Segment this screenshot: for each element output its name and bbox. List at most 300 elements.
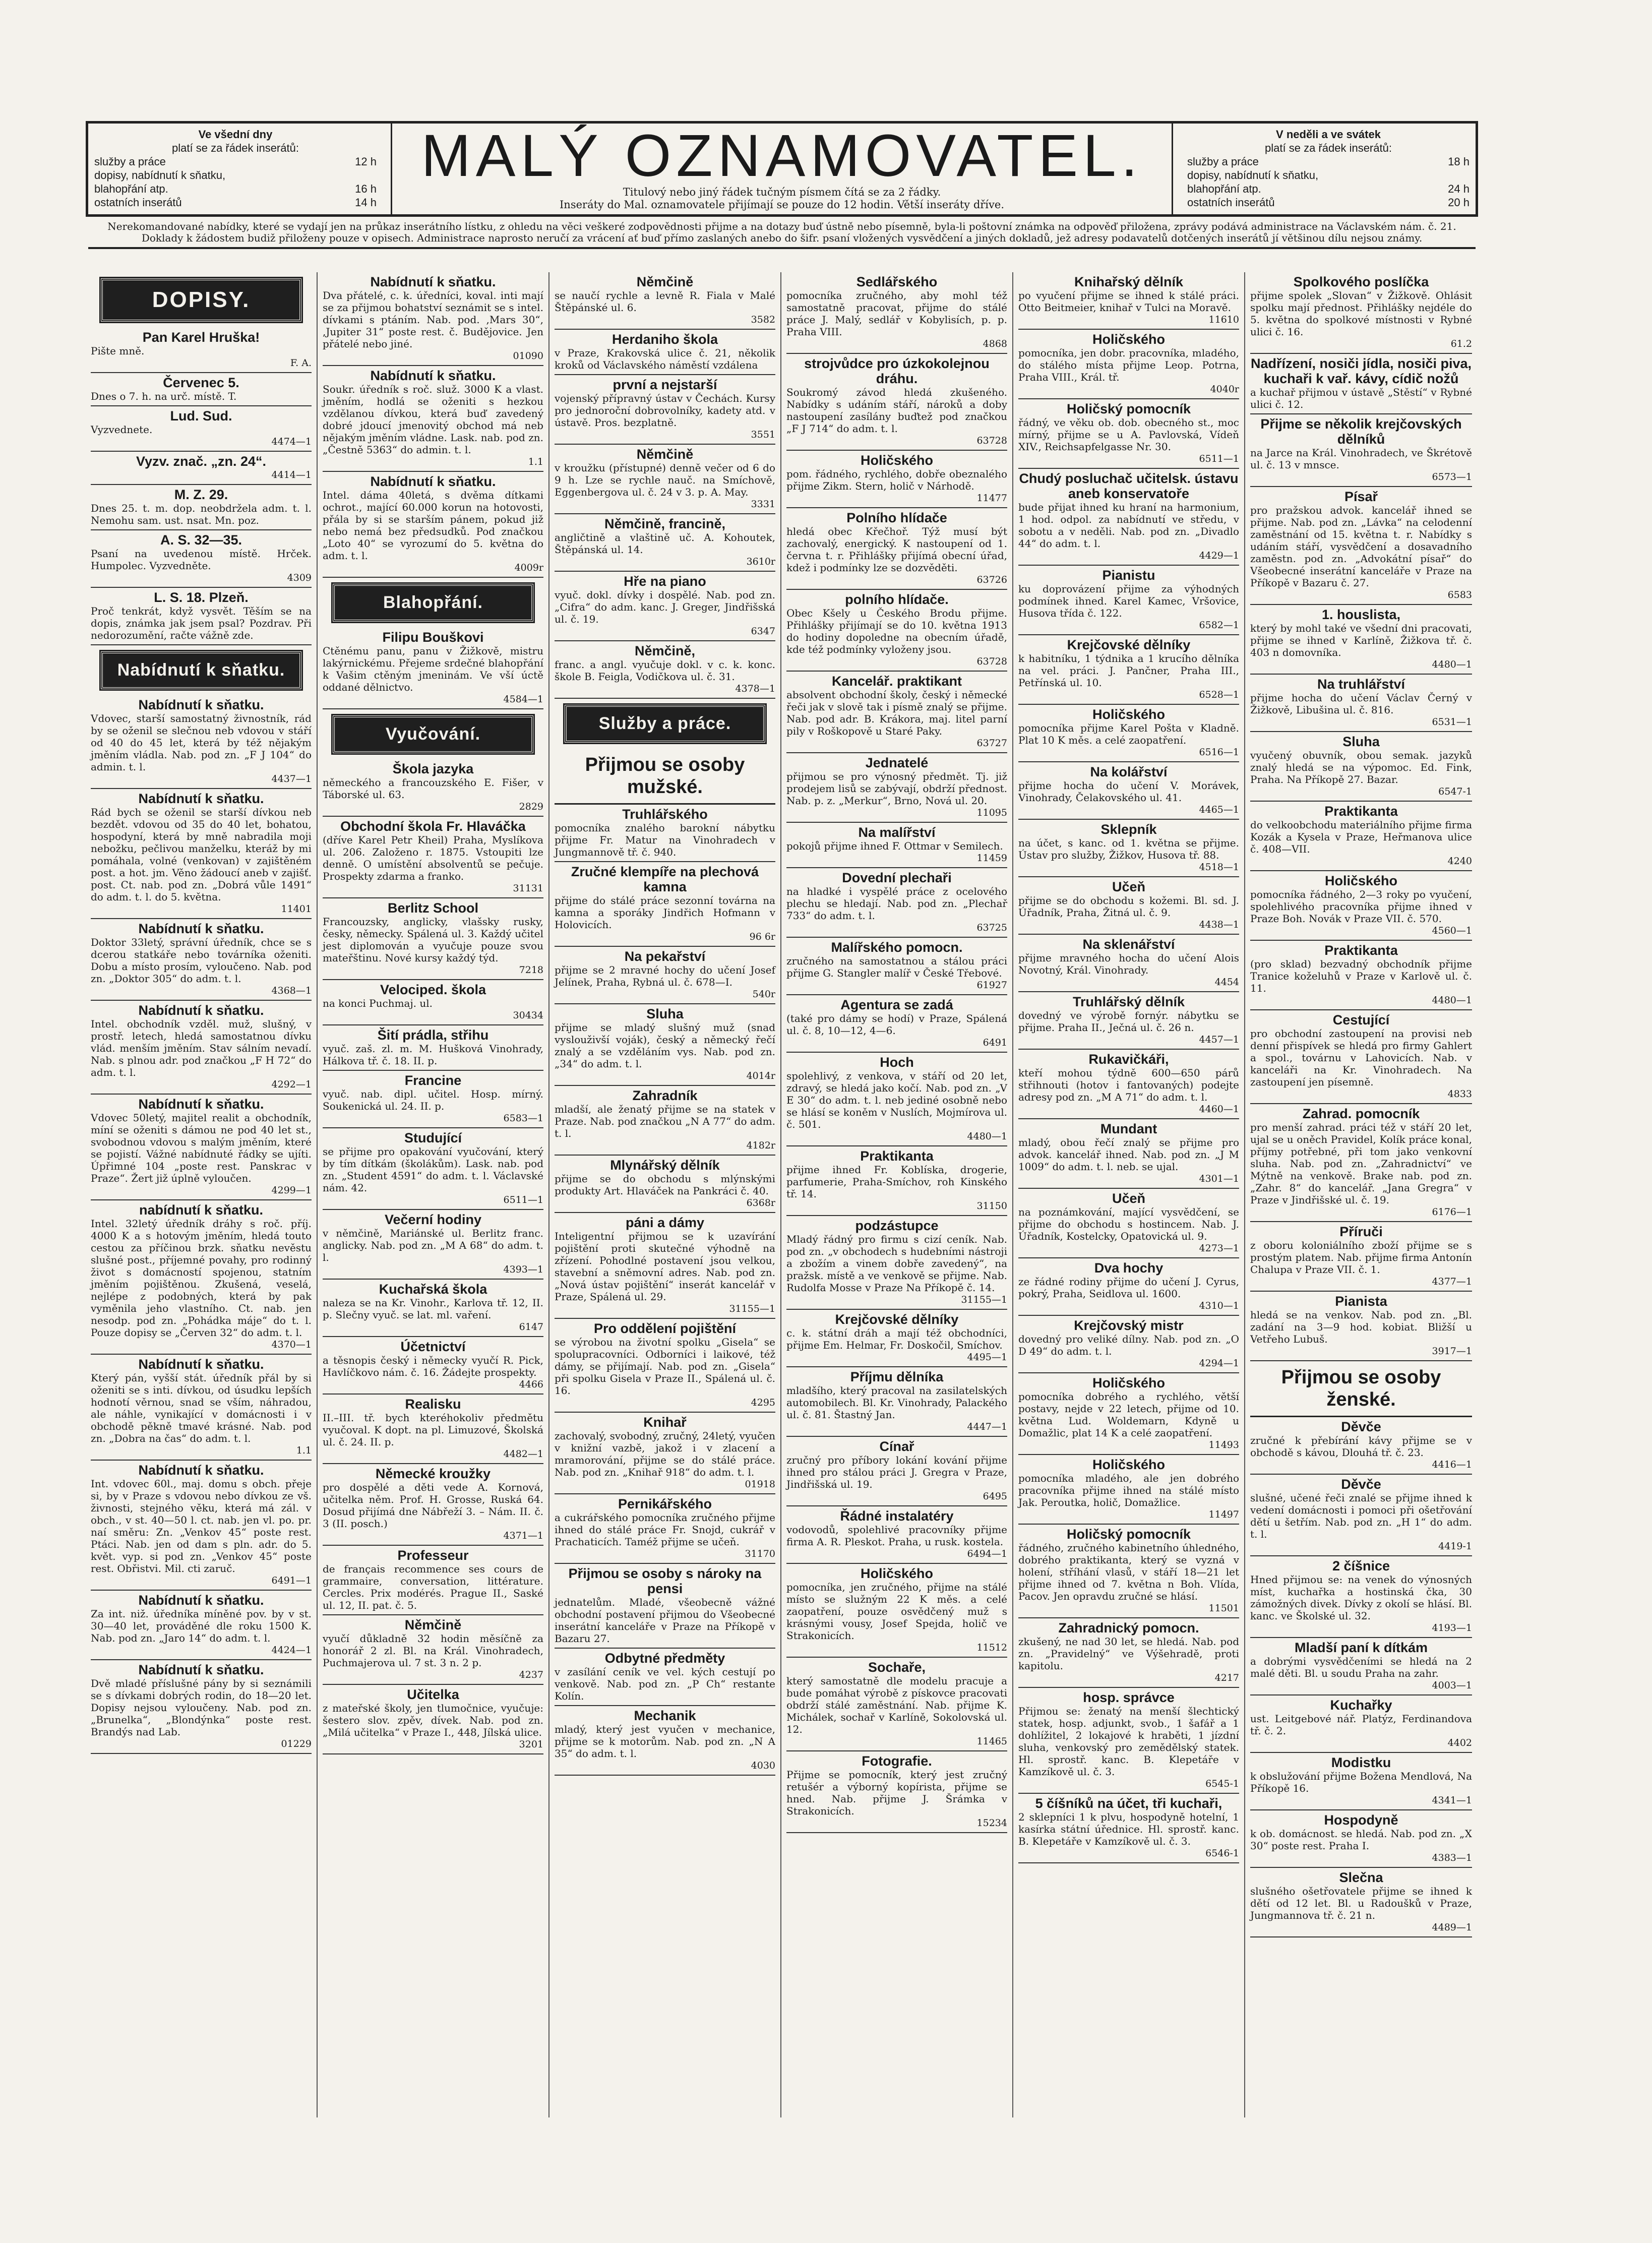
- ad-title: Na malířství: [858, 825, 936, 840]
- classified-ad: [323, 1395, 543, 1464]
- classified-ad: [555, 330, 775, 375]
- ad-text: Přijmou se: ženatý na menší šlechtický statek, hosp. adjunkt, svob., 1 šafář a 1 dohlížitel, 2 lokajové k hraběti, 1 jízdní sluha, venkovský pro zemědělský statek. Hl. sprostř. kanc. B. Klepetáře v Kamzíkově ul. č. 3.: [1018, 1705, 1239, 1778]
- ad-title: první a nejstarší: [613, 377, 717, 392]
- ad-title: Obchodní škola Fr. Hlaváčka: [340, 819, 526, 834]
- classified-ad: [1250, 802, 1472, 871]
- ad-title: Nabídnutí k sňatku.: [138, 791, 264, 806]
- classified-ad: [555, 1319, 775, 1413]
- ad-title: Cestující: [1332, 1012, 1390, 1027]
- classified-ad: [786, 823, 1007, 868]
- ad-text: přijme hocha do učení Václav Černý v Žižkově, Libušina ul. č. 816.: [1250, 692, 1472, 716]
- ad-text: pomocníka znalého barokní nábytku přijme Fr. Matur na Vinohradech v Jungmannově tř. č. 940.: [555, 822, 775, 858]
- ad-text: ust. Leitgebové nář. Platýz, Ferdinandova tř. č. 2.: [1250, 1713, 1472, 1737]
- ad-text: franc. a angl. vyučuje dokl. v c. k. konc. škole B. Feigla, Vodičkova ul. č. 31.: [555, 658, 775, 683]
- classified-ad: [555, 1649, 775, 1706]
- ad-title: Sochaře,: [868, 1660, 926, 1675]
- ad-title: Agentura se zadá: [840, 997, 953, 1012]
- classified-ad: [323, 1615, 543, 1685]
- ad-text: dovedný pro veliké dílny. Nab. pod zn. „O D 49“ do adm. t. l.: [1018, 1333, 1239, 1357]
- ad-text: Vyzvednete.: [91, 423, 153, 436]
- ad-code: 11095: [976, 807, 1007, 818]
- classified-ad: [555, 1004, 775, 1086]
- classified-ad: [555, 572, 775, 641]
- ad-title: Rukavičkáři,: [1088, 1052, 1169, 1067]
- price-row: ostatních inserátů 20 h: [1187, 196, 1470, 209]
- ad-text: Přijme se pomocník, který jest zručný retušér a výborný kopírista, přijme se hned. Nab. přijme J. Šrámka v Strakonicích.: [786, 1769, 1007, 1817]
- masthead-title: MALÝ OZNAMOVATEL.: [421, 123, 1143, 189]
- ad-title: Sedlářského: [856, 274, 938, 289]
- ad-title: Velociped. škola: [380, 982, 486, 997]
- ad-code: 4480—1: [1432, 659, 1472, 670]
- ad-code: 4295: [751, 1397, 775, 1408]
- classified-ad: [1018, 1688, 1239, 1794]
- ad-title: Holičského: [1092, 332, 1166, 347]
- ad-title: Holičského: [1092, 707, 1166, 722]
- ad-text: mladšího, který pracoval na zasilatelských automobilech. Bl. Kr. Vinohrady, Palackého ul. č. 81. Štastný Jan.: [786, 1384, 1007, 1421]
- ad-text: absolvent obchodní školy, český i německé řeči jak v slově tak i písmě znalý se přijme. Nab. pod adr. B. Krákora, maj. litel parní pily v Roškopově u Staré Paky.: [786, 689, 1007, 737]
- classified-ad: [555, 445, 775, 514]
- ad-text: c. k. státní dráh a mají též obchodníci, přijme Em. Helmar, Fr. Doskočil, Smíchov.: [786, 1327, 1007, 1351]
- ad-text: přijme spolek „Slovan“ v Žižkově. Ohlásit spolku mají přednost. Přihlášky nejdéle do 5. května do spolkové místnosti v Rybné ulici č. 16.: [1250, 289, 1472, 338]
- classified-ad: [1018, 1525, 1239, 1618]
- ad-code: 4240: [1447, 856, 1472, 867]
- ad-code: 2829: [519, 801, 543, 812]
- classified-ad: [555, 1213, 775, 1319]
- ad-code: 1.1: [296, 1445, 312, 1456]
- classified-ad: [91, 1591, 312, 1660]
- ad-title: nabídnutí k sňatku.: [139, 1202, 264, 1218]
- ad-text: pro obchodní zastoupení na provisi neb denní přispívek se hledá pro firmy Gahlert a spol., továrnu v Lahovicích. Nab. v kanceláři na Kr. Vinohradech. Na zastoupení jen písemně.: [1250, 1027, 1472, 1088]
- ad-text: slušného ošetřovatele přijme se ihned k dětí od 12 let. Bl. u Radoušků v Praze, Jungmannova tř. č. 21 n.: [1250, 1885, 1472, 1921]
- ad-title: Němčině: [636, 447, 694, 462]
- ad-text: naleza se na Kr. Vinohr., Karlova tř. 12, II. p. Slečny vyuč. se lat. ml. vaření.: [323, 1297, 543, 1321]
- classified-ad: [555, 375, 775, 445]
- ad-code: 4402: [1447, 1737, 1472, 1748]
- ad-text: pom. řádného, rychlého, dobře obeznalého přijme Zikm. Stern, holič v Nárhodě.: [786, 468, 1007, 492]
- ad-text: řádného, zručného kabinetního úhledného, dobrého praktikanta, který se vyzná v holení, stříhání vlasů, v stáří 18—21 let přijme ihned od 7. května n Boh. Vlída, Pacov. Jen opravdu zručné se hlásí.: [1018, 1542, 1239, 1602]
- ad-title: Mundant: [1100, 1121, 1157, 1136]
- ad-title: Slečna: [1339, 1870, 1383, 1885]
- ad-code: 6582—1: [1199, 620, 1239, 631]
- ad-title: Zahradník: [632, 1088, 698, 1103]
- ad-title: Mechanik: [634, 1708, 696, 1723]
- ad-code: 4294—1: [1199, 1358, 1239, 1369]
- ad-title: Na pekařství: [624, 949, 706, 964]
- classified-ad: [555, 805, 775, 862]
- column-2: [318, 272, 549, 2117]
- section-heading: Nabídnutí k sňatku.: [101, 651, 301, 689]
- ad-text: přijmou se pro výnosný předmět. Tj. již prodejem lisů se zabývají, obdrží přednost. Nab. p. z. „Merkur“, Brno, Nová ul. 20.: [786, 770, 1007, 807]
- classified-ad: [786, 995, 1007, 1053]
- ad-code: 4310—1: [1199, 1300, 1239, 1311]
- ad-code: 4292—1: [271, 1079, 312, 1090]
- ad-code: 3551: [751, 429, 775, 440]
- ad-text: (dříve Karel Petr Kheil) Praha, Myslíkova ul. 206. Založeno r. 1875. Vstoupiti lze denně. O umístění absolventů se pečuje. Prospekty zdarma a franko.: [323, 834, 543, 882]
- ad-code: 4182r: [746, 1140, 775, 1151]
- classified-ad: [1250, 354, 1472, 414]
- ad-title: Na kolářství: [1090, 764, 1168, 779]
- ad-code: 6545-1: [1205, 1778, 1239, 1789]
- ad-text: Pište mně.: [91, 345, 145, 357]
- ad-text: Dnes 25. t. m. dop. neobdržela adm. t. l. Nemohu sam. ust. nsat. Mn. poz.: [91, 502, 312, 526]
- ad-code: 6368r: [746, 1197, 775, 1208]
- ad-text: z oboru koloniálního zboží přijme se s prostým platem. Nab. přijme firma Antonín Chalupa v Praze VII. č. 1.: [1250, 1239, 1472, 1276]
- classified-ad: [555, 947, 775, 1004]
- ad-code: 4237: [519, 1669, 543, 1680]
- ad-code: 6546-1: [1205, 1848, 1239, 1859]
- classified-ad: [91, 588, 312, 645]
- classified-ad: [1250, 1292, 1472, 1361]
- classified-ad: [1018, 330, 1239, 399]
- classified-ad: [1018, 877, 1239, 935]
- classified-ad: [786, 672, 1007, 753]
- ad-title: Pan Karel Hruška!: [142, 330, 260, 345]
- ad-title: Sluha: [646, 1006, 684, 1021]
- classified-ad: [323, 759, 543, 817]
- ad-title: Mladší paní k dítkám: [1294, 1640, 1428, 1655]
- ad-code: 31170: [745, 1548, 775, 1559]
- classified-ad: [786, 1506, 1007, 1564]
- ad-title: Francine: [404, 1073, 462, 1088]
- ad-text: pomocníka přijme Karel Pošta v Kladně. Plat 10 K měs. a celé zaopatření.: [1018, 722, 1239, 746]
- ad-title: Polního hlídače: [846, 510, 947, 525]
- ad-text: Vdovec, starší samostatný živnostník, rád by se oženil se slečnou neb vdovou v stáří od 40 do 45 let, která by též nějakým jměním vládla. Nab. pod zn. „F J 104“ do admin. t. l.: [91, 712, 312, 773]
- ad-code: 4447—1: [967, 1421, 1007, 1432]
- classified-ad: [323, 1128, 543, 1210]
- subsection-heading: Přijmou se osoby ženské.: [1250, 1361, 1472, 1417]
- ad-code: 31150: [976, 1200, 1007, 1211]
- ad-title: Učeň: [1112, 879, 1146, 894]
- ad-title: Nabídnutí k sňatku.: [370, 368, 496, 383]
- ad-title: M. Z. 29.: [174, 487, 228, 502]
- column-6: [1245, 272, 1477, 2117]
- classified-ad: [786, 451, 1007, 508]
- ad-code: 4482—1: [503, 1448, 543, 1460]
- ad-title: Kuchařky: [1330, 1698, 1392, 1713]
- ad-title: Modistku: [1331, 1755, 1391, 1770]
- classified-ad: [555, 514, 775, 572]
- ad-code: 6491—1: [271, 1575, 312, 1586]
- ad-code: 4378—1: [735, 683, 775, 694]
- ad-title: Holičského: [1092, 1375, 1166, 1390]
- ad-title: Malířského pomocn.: [831, 940, 963, 955]
- ad-title: Němčině,: [634, 643, 696, 658]
- masthead-subtitle-2: Inseráty do Mal. oznamovatele přijímají se pouze do 12 hodin. Větší inseráty dříve.: [560, 199, 1004, 211]
- classified-ad: [323, 628, 543, 709]
- ad-text: přijme se do obchodu s mlýnskými produkty Art. Hlaváček na Pankráci č. 40.: [555, 1173, 775, 1197]
- ad-text: Int. vdovec 60l., maj. domu s obch. přeje si, by v Praze s vdovou nebo dívkou ze vš. živnosti, stejného věku, která má zál. v obch., v st. 40—50 l. ct. nab. jen vl. po. pr. naí směru: Zn. „Venkov 45“ poste rest. Ptáci. Nab. jen od dam s pln. adr. do 5. květ. vyp. si pod zn. „Venkov 45“ poste rest. Obřistvi. Mil. cti zaruč.: [91, 1478, 312, 1574]
- ad-text: bude přijat ihned ku hraní na harmonium, 1 hod. odpol. za nabídnutí ve středu, v sobotu a v neděli. Nab. pod zn. „Divadlo 44“ do adm. t. l.: [1018, 501, 1239, 550]
- ad-title: Krejčovský mistr: [1074, 1318, 1184, 1333]
- classified-ad: [786, 1053, 1007, 1146]
- price-row: služby a práce 18 h: [1187, 155, 1470, 168]
- ad-title: Praktikanta: [1324, 804, 1398, 819]
- ad-title: hosp. správce: [1083, 1690, 1175, 1705]
- price-row: služby a práce 12 h: [94, 155, 377, 168]
- classified-ad: [786, 1367, 1007, 1437]
- ad-title: Vyzv. znač. „zn. 24“.: [136, 454, 267, 469]
- ad-code: 6147: [519, 1321, 543, 1332]
- classified-ad: [1250, 414, 1472, 487]
- ad-title: Příruči: [1339, 1224, 1383, 1239]
- classified-ad: [786, 938, 1007, 995]
- ad-title: Děvče: [1341, 1419, 1381, 1434]
- ad-code: 6494—1: [967, 1548, 1007, 1559]
- ad-code: 63728: [976, 435, 1007, 446]
- ad-text: v kroužku (přístupné) denně večer od 6 do 9 h. Lze se rychle nauč. na Smíchově, Eggenbergova ul. č. 24 v 3. p. A. May.: [555, 462, 775, 498]
- ad-title: Večerní hodiny: [384, 1212, 482, 1227]
- classified-ad: [1250, 1475, 1472, 1556]
- classified-ad: [91, 406, 312, 452]
- classified-ad: [1018, 705, 1239, 762]
- ad-text: a kuchař přijmou v ústavě „Stěstí“ v Rybné ulici č. 12.: [1250, 386, 1472, 410]
- ad-code: 4518—1: [1199, 862, 1239, 873]
- section-heading: Blahopřání.: [333, 584, 533, 622]
- ad-title: 1. houslista,: [1321, 607, 1401, 622]
- ad-text: angličtině a vlaštině uč. A. Kohoutek, Štěpánská ul. 14.: [555, 531, 775, 556]
- ad-text: na hladké i vyspělé práce z ocelového plechu se hledají. Nab. pod zn. „Plechař 733“ do adm. t. l.: [786, 885, 1007, 922]
- ad-title: Zahradnický pomocn.: [1058, 1620, 1199, 1635]
- ad-code: 3331: [751, 499, 775, 510]
- ad-title: 5 číšníků na účet, tři kuchaři,: [1035, 1796, 1222, 1811]
- ad-title: Cínař: [879, 1439, 914, 1454]
- ad-code: 4424—1: [271, 1645, 312, 1656]
- ad-text: na účet, s kanc. od 1. května se přijme. Ústav pro služby, Žižkov, Husova tř. 88.: [1018, 837, 1239, 861]
- ad-text: pro menší zahrad. práci též v stáří 20 let, ujal se u oněch Pravidel, Kolík práce konal, příjmy potřebné, při tom jako venkovní sluha. Nab. pod zn. „Zahradnictví“ ve Mýtně na venkově. Brake nab. pod zn. „Zahr. 8“ do kancelář. „Jana Gregra“ v Praze v Jindřišské ul. č. 19.: [1250, 1121, 1472, 1206]
- ad-text: (pro sklad) bezvadný obchodník přijme Tranice koželuhů v Praze v Karlově ul. č. 11.: [1250, 958, 1472, 994]
- ad-code: 01090: [513, 350, 543, 361]
- header: [86, 121, 1478, 217]
- ad-code: 6491: [983, 1037, 1007, 1048]
- ad-text: Intel. obchodník vzděl. muž, slušný, v prostř. letech, hledá samostatnou dívku vlád. menším jměním. Stav sálním nevadí. Nab. s plnou adr. pod značkou „F H 72“ do adm. t. l.: [91, 1018, 312, 1078]
- ad-code: 63728: [976, 656, 1007, 667]
- classified-ad: [1018, 399, 1239, 469]
- ad-code: 6547-1: [1438, 786, 1472, 797]
- ad-title: Holičského: [860, 453, 934, 468]
- classified-ad: [555, 1156, 775, 1213]
- ad-text: vyučený obuvník, obou semak. jazyků znalý hledá se na výpomoc. Ed. Fink, Praha. Na Příkopě 27. Bazar.: [1250, 749, 1472, 785]
- ad-text: zkušený, ne nad 30 let, se hledá. Nab. pod zn. „Pravidelný“ ve Výšehradě, proti kapitolu.: [1018, 1635, 1239, 1672]
- ad-text: pro dospělé a děti vede A. Kornová, učitelka něm. Prof. H. Grosse, Ruská 64. Dosud přijímá dne Nábřeží 3. – Nám. II. č. 3 (II. posch.): [323, 1481, 543, 1530]
- price-box-subtitle: platí se za řádek inserátů:: [1265, 142, 1392, 154]
- ad-code: 6583: [1447, 589, 1472, 600]
- ad-text: pomocníka zručného, aby mohl též samostatně pracovat, přijme do stálé práce J. Malý, sedlář v Kobylisích, p. p. Praha VIII.: [786, 289, 1007, 338]
- ad-text: jednatelům. Mladé, všeobecně vážné obchodní postavení přijmou do Všeobecné inserátní kanceláře v Praze na Příkopě v Bazaru 27.: [555, 1596, 775, 1645]
- ad-code: 4014r: [746, 1070, 775, 1081]
- ad-title: Praktikanta: [860, 1148, 934, 1164]
- ad-text: vodovodů, spolehlivé pracovníky přijme firma A. R. Pleskot. Praha, u rusk. kostela.: [786, 1524, 1007, 1548]
- ad-title: Holičský pomocník: [1066, 1527, 1191, 1542]
- classified-ad: [786, 753, 1007, 823]
- ad-code: 3201: [519, 1739, 543, 1750]
- ad-text: mladší, ale ženatý přijme se na statek v Praze. Nab. pod značkou „N A 77“ do adm. t. l.: [555, 1103, 775, 1139]
- ad-text: Intel. 32letý úředník dráhy s roč. příj. 4000 K a s hotovým jměním, hledá touto cestou za příčinou brzk. sňatku nevěstu slušné post., příjemné povahy, pro rodinný život s domácností spojenou, statním jměním pojištěnou. Zkušená, veselá, nejlépe z podobných, která by pak vyměnila jeho vlastního. Ct. nab. jen nesodp. pod zn. „Pohádka máje“ do t. l. Pouze dopisy se „Červen 32“ do adm. t. l.: [91, 1218, 312, 1339]
- ad-code: 4419-1: [1438, 1541, 1472, 1552]
- ad-code: 01229: [281, 1738, 312, 1749]
- ad-title: Červenec 5.: [163, 375, 239, 390]
- ad-title: Chudý posluchač učitelsk. ústavu aneb konservatoře: [1019, 471, 1239, 501]
- ad-text: vojenský přípravný ústav v Čechách. Kursy pro jednoroční dobrovolníky, kadety atd. v ústavě. Pros. bezplatně.: [555, 392, 775, 429]
- ad-text: de français recommence ses cours de grammaire, conversation, littérature. Cercles. Prix modérés. Prague II., Saské ul. 12, II. pat. č. 5.: [323, 1563, 543, 1611]
- classified-ad: [91, 1001, 312, 1095]
- ad-code: 31155—1: [729, 1303, 775, 1314]
- ad-code: 4393—1: [503, 1264, 543, 1275]
- ad-code: 63725: [976, 922, 1007, 933]
- ad-title: Přijmou se osoby s nároky na pensi: [568, 1566, 762, 1596]
- ad-text: pomocníka dobrého a rychlého, větší postavy, nejde v 22 letech, přijme od 10. května Lud. Woldemarn, Kdyně u Domažlic, plat 14 K a celé zaopatření.: [1018, 1390, 1239, 1439]
- ad-code: 30434: [513, 1010, 543, 1021]
- ad-text: v Praze, Krakovská ulice č. 21, několik kroků od Václavského náměstí vzdálena: [555, 347, 775, 371]
- ad-text: vyuč. nab. dipl. učitel. Hosp. mírný. Soukenická ul. 24. II. p.: [323, 1088, 543, 1112]
- classified-ad: [91, 789, 312, 919]
- ad-code: 01918: [745, 1479, 775, 1490]
- classified-ad: [555, 1706, 775, 1776]
- classified-ad: [786, 868, 1007, 938]
- ad-title: Spolkového poslíčka: [1293, 274, 1429, 289]
- ad-code: 4217: [1214, 1672, 1239, 1683]
- ad-title: Dovední plechaři: [842, 870, 952, 885]
- ad-code: 4383—1: [1432, 1852, 1472, 1863]
- ad-title: Šití prádla, střihu: [377, 1027, 489, 1043]
- price-box-weekday: [94, 128, 377, 213]
- classified-ad: [786, 354, 1007, 451]
- ad-text: Dva přátelé, c. k. úředníci, koval. inti mají se za přijmou bohatství seznámit se s intel. dívkami s ptáním. Nab. pod. ,Mars 30“, ,Jupiter 31“ poste rest. č. Budějovice. Jen přátelé nebo jiné.: [323, 289, 543, 350]
- ad-text: na poznámkování, mající vysvědčení, se přijme do obchodu s hostincem. Nab. J. Úřadník, Kostelcky, Opatovická ul. 9.: [1018, 1206, 1239, 1242]
- ad-text: německého a francouzského E. Fišer, v Táborské ul. 63.: [323, 776, 543, 801]
- ad-text: Soukromý závod hledá zkušeného. Nabídky s udáním stáří, nároků a doby nastoupení zasílány buďtež pod značkou „F J 714“ do adm. t. l.: [786, 386, 1007, 435]
- ad-title: Nabídnutí k sňatku.: [138, 1463, 264, 1478]
- classified-ad: [323, 1685, 543, 1754]
- section-heading: Služby a práce.: [565, 705, 765, 743]
- ad-text: který samostatně dle modelu pracuje a bude pomáhat výrobě z pískovce pracovati obdrží stálé zaměstnání. Nab. přijme K. Michálek, sochař v Karlíně, Sokolovská ul. 12.: [786, 1675, 1007, 1735]
- ad-title: strojvůdce pro úzkokolejnou dráhu.: [804, 356, 990, 386]
- classified-ad: [323, 817, 543, 898]
- ad-title: Holičský pomocník: [1066, 401, 1191, 416]
- classified-ad: [1250, 675, 1472, 732]
- ad-text: (také pro dámy se hodí) v Praze, Spálená ul. č. 8, 10—12, 4—6.: [786, 1012, 1007, 1037]
- ad-text: Obec Kšely u Českého Brodu přijme. Přihlášky přijímají se do 10. května 1913 do hodiny dopoledne na obecním úřadě, kde též podmínky vyloženy jsou.: [786, 607, 1007, 655]
- ad-text: mladý, obou řečí znalý se přijme pro advok. kancelář ihned. Nab. pod zn. „J M 1009“ do adm. t. l. neb. se ujal.: [1018, 1136, 1239, 1173]
- ad-title: Děvče: [1341, 1477, 1381, 1492]
- ad-title: Nabídnutí k sňatku.: [138, 1357, 264, 1372]
- ad-code: 4003—1: [1432, 1680, 1472, 1691]
- ad-text: a dobrými vysvědčeními se hledá na 2 malé děti. Bl. u soudu Praha na zahr.: [1250, 1655, 1472, 1679]
- ad-title: Herdaniho škola: [611, 332, 718, 347]
- ad-code: 6511—1: [503, 1194, 543, 1205]
- ad-code: 11465: [976, 1736, 1007, 1747]
- masthead-subtitle: Titulový nebo jiný řádek tučným písmem čítá se za 2 řádky.: [623, 186, 941, 198]
- ad-title: Odbytné předměty: [604, 1651, 725, 1666]
- ad-title: Učitelka: [407, 1687, 459, 1702]
- ad-code: 31155—1: [961, 1294, 1007, 1305]
- classified-ad: [1250, 1695, 1472, 1753]
- ad-text: Psaní na uvedenou místě. Hrček. Humpolec. Vyzvedněte.: [91, 548, 312, 572]
- ad-title: Nabídnutí k sňatku.: [138, 697, 264, 712]
- classified-ad: [91, 328, 312, 373]
- classified-ad: [91, 919, 312, 1001]
- ad-title: Holičského: [1092, 1457, 1166, 1472]
- ad-title: Sklepník: [1100, 822, 1157, 837]
- ad-code: 4193—1: [1432, 1622, 1472, 1633]
- classified-ad: [91, 452, 312, 485]
- ad-text: na konci Puchmaj. ul.: [323, 997, 433, 1009]
- ad-code: 63726: [976, 574, 1007, 585]
- ad-title: Písař: [1344, 489, 1378, 504]
- ad-text: pokojů přijme ihned F. Ottmar v Semilech.: [786, 840, 1003, 852]
- ad-text: se výrobou na životní spolku „Gisela“ se spolupracovníci. Odborníci i laikové, též dámy, se přijímají. Nab. pod zn. „Gisela“ při spolku Gisela v Praze II., Spálená ul. č. 16.: [555, 1336, 775, 1397]
- ad-code: 4341—1: [1432, 1795, 1472, 1806]
- ad-text: zručný pro příbory lokání kování přijme ihned pro stálou práci J. Gregra v Praze, Jindřišská ul. 19.: [786, 1454, 1007, 1490]
- classified-ad: [1018, 1050, 1239, 1119]
- classified-ad: [1250, 1753, 1472, 1810]
- ad-code: 4833: [1447, 1088, 1472, 1100]
- ad-text: Ctěnému panu, panu v Žižkově, mistru lakýrnickému. Přejeme srdečné blahopřání k Vašim ctěným jmeninám. Ve vší úctě oddané dělnictvo.: [323, 645, 543, 693]
- ad-code: 3917—1: [1432, 1346, 1472, 1357]
- classified-ad: [1250, 1556, 1472, 1638]
- classified-ad: [323, 366, 543, 472]
- ad-code: 11610: [1208, 314, 1239, 325]
- column-4: [781, 272, 1013, 2117]
- ad-text: přijme do stálé práce sezonní továrna na kamna a sporáky Jindřich Hofmann v Holovicích.: [555, 894, 775, 931]
- ad-text: přijme ihned Fr. Koblíska, drogerie, parfumerie, Praha-Smíchov, roh Kinského tř. 14.: [786, 1164, 1007, 1200]
- price-row: dopisy, nabídnutí k sňatku,: [94, 169, 226, 181]
- ad-text: Dnes o 7. h. na urč. místě. T.: [91, 390, 237, 402]
- ad-code: 61927: [976, 980, 1007, 991]
- classified-ad: [1018, 1455, 1239, 1525]
- ad-title: Professeur: [397, 1548, 469, 1563]
- ad-title: Mlynářský dělník: [610, 1158, 720, 1173]
- ad-title: Řádné instalatéry: [840, 1508, 954, 1524]
- ad-title: Jednatelé: [865, 755, 929, 770]
- ad-text: vyuč. dokl. dívky i dospělé. Nab. pod zn. „Cifra“ do adm. kanc. J. Greger, Jindřišská ul. č. 19.: [555, 589, 775, 625]
- ad-text: řádný, ve věku ob. dob. obecného st., moc mírný, přijme se u A. Pavlovská, Vídeň XIV., Reichsapfelgasse Nr. 30.: [1018, 416, 1239, 453]
- ad-code: 11401: [281, 903, 312, 915]
- ad-text: hledá obec Křečhoř. Týž musí být zachovalý, energický. K nastoupení od 1. června t. r. Přihlášky přijímá obecní úřad, kdež i podmínky lze se dozvěděti.: [786, 525, 1007, 574]
- ad-text: pro pražskou advok. kancelář ihned se přijme. Nab. pod zn. „Lávka“ na celodenní zaměstnání od 15. května t. r. Nabídky s udáním stáří, vysvědčení a dosavadního zaměstn. pod zn. „Advokátní písař“ do Všeobecné inserátní kanceláře v Praze na Příkopě v Bazaru č. 27.: [1250, 504, 1472, 589]
- ad-text: Který pán, vyšší stát. úředník přál by si oženiti se s inti. dívkou, od úsudku lepších hodnotí věrnou, snad se vším, náhradou, ale náhle, vynikající v domácnosti i v obchodě pěkně tmavé krásné. Nab. pod zn. „Dobra na čas“ do adm. t. l.: [91, 1372, 312, 1444]
- ad-title: Účetnictví: [400, 1339, 466, 1354]
- ad-text: k ob. domácnost. se hledá. Nab. pod zn. „X 30“ poste rest. Praha I.: [1250, 1828, 1472, 1852]
- ad-code: F. A.: [290, 357, 312, 369]
- classified-ad: [786, 508, 1007, 590]
- ad-code: 4416—1: [1432, 1459, 1472, 1470]
- ad-code: 11459: [976, 853, 1007, 864]
- classified-ad: [323, 980, 543, 1025]
- ad-title: Studující: [404, 1130, 462, 1145]
- ad-title: Nabídnutí k sňatku.: [138, 1662, 264, 1677]
- ad-code: 6573—1: [1432, 471, 1472, 482]
- ad-text: Hned přijmou se: na venek do výnosných míst, kuchařka a hostinská čka, 30 zámožných divek. Dívky z okolí se hlásí. Bl. kanc. ve Školské ul. 32.: [1250, 1573, 1472, 1622]
- price-box-sunday: [1187, 128, 1470, 213]
- classified-ad: [1250, 941, 1472, 1010]
- ad-code: 4301—1: [1199, 1173, 1239, 1184]
- price-row: blahopřání atp. 16 h: [94, 183, 377, 195]
- ad-code: 4495—1: [967, 1352, 1007, 1363]
- ad-title: Berlitz School: [387, 900, 479, 916]
- price-row: dopisy, nabídnutí k sňatku,: [1187, 169, 1319, 181]
- classified-ad: [91, 530, 312, 588]
- ad-code: 11501: [1208, 1603, 1239, 1614]
- price-box-subtitle: platí se za řádek inserátů:: [172, 142, 299, 154]
- ad-code: 4040r: [1210, 384, 1239, 395]
- ad-code: 1.1: [528, 456, 543, 467]
- ad-text: zručného na samostatnou a stálou práci přijme G. Stangler malíř v České Třebové.: [786, 955, 1007, 979]
- ad-text: Za int. niž. úředníka míněné pov. by v st. 30—40 let, prováděné dle roku 1500 K. Nab. pod zn. „Jaro 14“ do adm. t. l.: [91, 1608, 312, 1644]
- ad-text: kteří mohou týdně 600—650 párů střihnouti (hotov i fantovaných) podejte adresy pod zn. „M A 71“ do adm. t. l.: [1018, 1067, 1239, 1103]
- ad-text: z mateřské školy, jen tlumočnice, vyučuje: šestero slov. zpěv, dívek. Nab. pod zn. „Milá učitelka“ v Praze I., 448, Jílská ulice.: [323, 1702, 543, 1738]
- ad-code: 4489—1: [1432, 1922, 1472, 1933]
- ad-text: a cukrářského pomocníka zručného přijme ihned do stálé práce Fr. Snojd, cukrář v Prachaticích. Taméž přijme se učeň.: [555, 1511, 775, 1548]
